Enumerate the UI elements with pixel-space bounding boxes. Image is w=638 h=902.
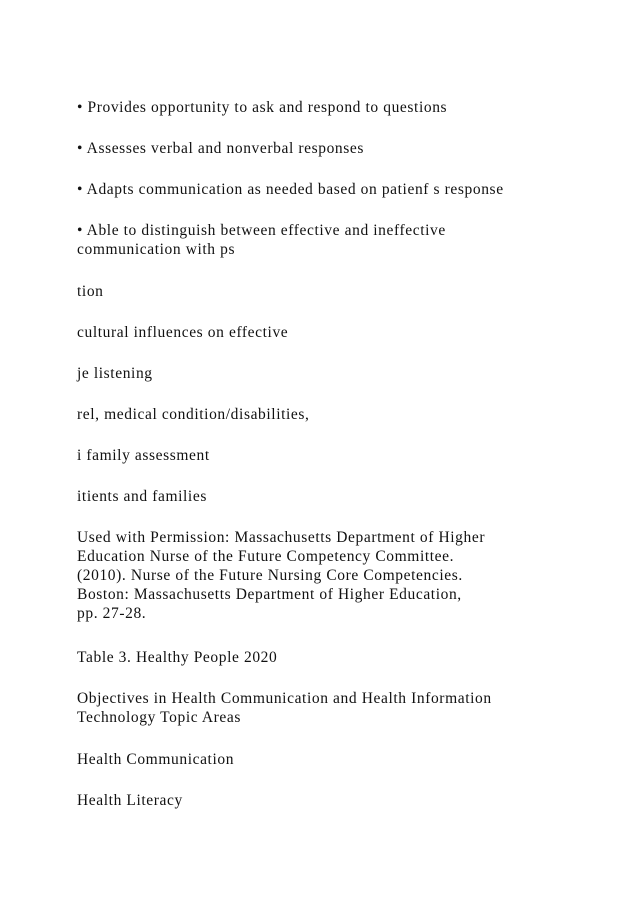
text-line: Health Communication xyxy=(77,751,235,768)
fragment-patients-families xyxy=(77,487,207,506)
bullet-ask-respond xyxy=(77,98,447,117)
bullet-adapts-communication xyxy=(77,180,504,199)
fragment-tion xyxy=(77,282,104,301)
bullet-distinguish-effective xyxy=(77,221,446,259)
text-line: communication with ps xyxy=(77,241,236,258)
text-line: itients and families xyxy=(77,488,207,505)
text-line: cultural influences on effective xyxy=(77,324,289,341)
objectives-heading xyxy=(77,689,492,727)
topic-health-communication xyxy=(77,750,234,769)
text-line: • Able to distinguish between effective and ineffective xyxy=(77,222,446,239)
text-line: Health Literacy xyxy=(77,792,183,809)
fragment-medical-condition xyxy=(77,405,310,424)
text-line: • Assesses verbal and nonverbal responses xyxy=(77,140,365,157)
text-line: Technology Topic Areas xyxy=(77,709,241,726)
text-line: • Adapts communication as needed based on patienf s response xyxy=(77,181,504,198)
text-line: pp. 27-28. xyxy=(77,605,147,622)
text-line: rel, medical condition/disabilities, xyxy=(77,406,310,423)
text-line: i family assessment xyxy=(77,447,210,464)
fragment-listening xyxy=(77,364,153,383)
text-line: (2010). Nurse of the Future Nursing Core Competencies. xyxy=(77,567,463,584)
fragment-cultural-influences xyxy=(77,323,288,342)
topic-health-literacy xyxy=(77,791,183,810)
table-caption xyxy=(77,648,277,667)
text-line: Table 3. Healthy People 2020 xyxy=(77,649,278,666)
text-line: Used with Permission: Massachusetts Department of Higher xyxy=(77,529,486,546)
text-line: Boston: Massachusetts Department of Higher Education, xyxy=(77,586,462,603)
text-line: Education Nurse of the Future Competency Committee. xyxy=(77,548,455,565)
fragment-family-assessment xyxy=(77,446,210,465)
text-line: Objectives in Health Communication and Health Information xyxy=(77,690,492,707)
citation-paragraph xyxy=(77,528,485,623)
text-line: • Provides opportunity to ask and respond to questions xyxy=(77,99,448,116)
text-line: je listening xyxy=(77,365,153,382)
bullet-verbal-nonverbal xyxy=(77,139,364,158)
text-line: tion xyxy=(77,283,104,300)
